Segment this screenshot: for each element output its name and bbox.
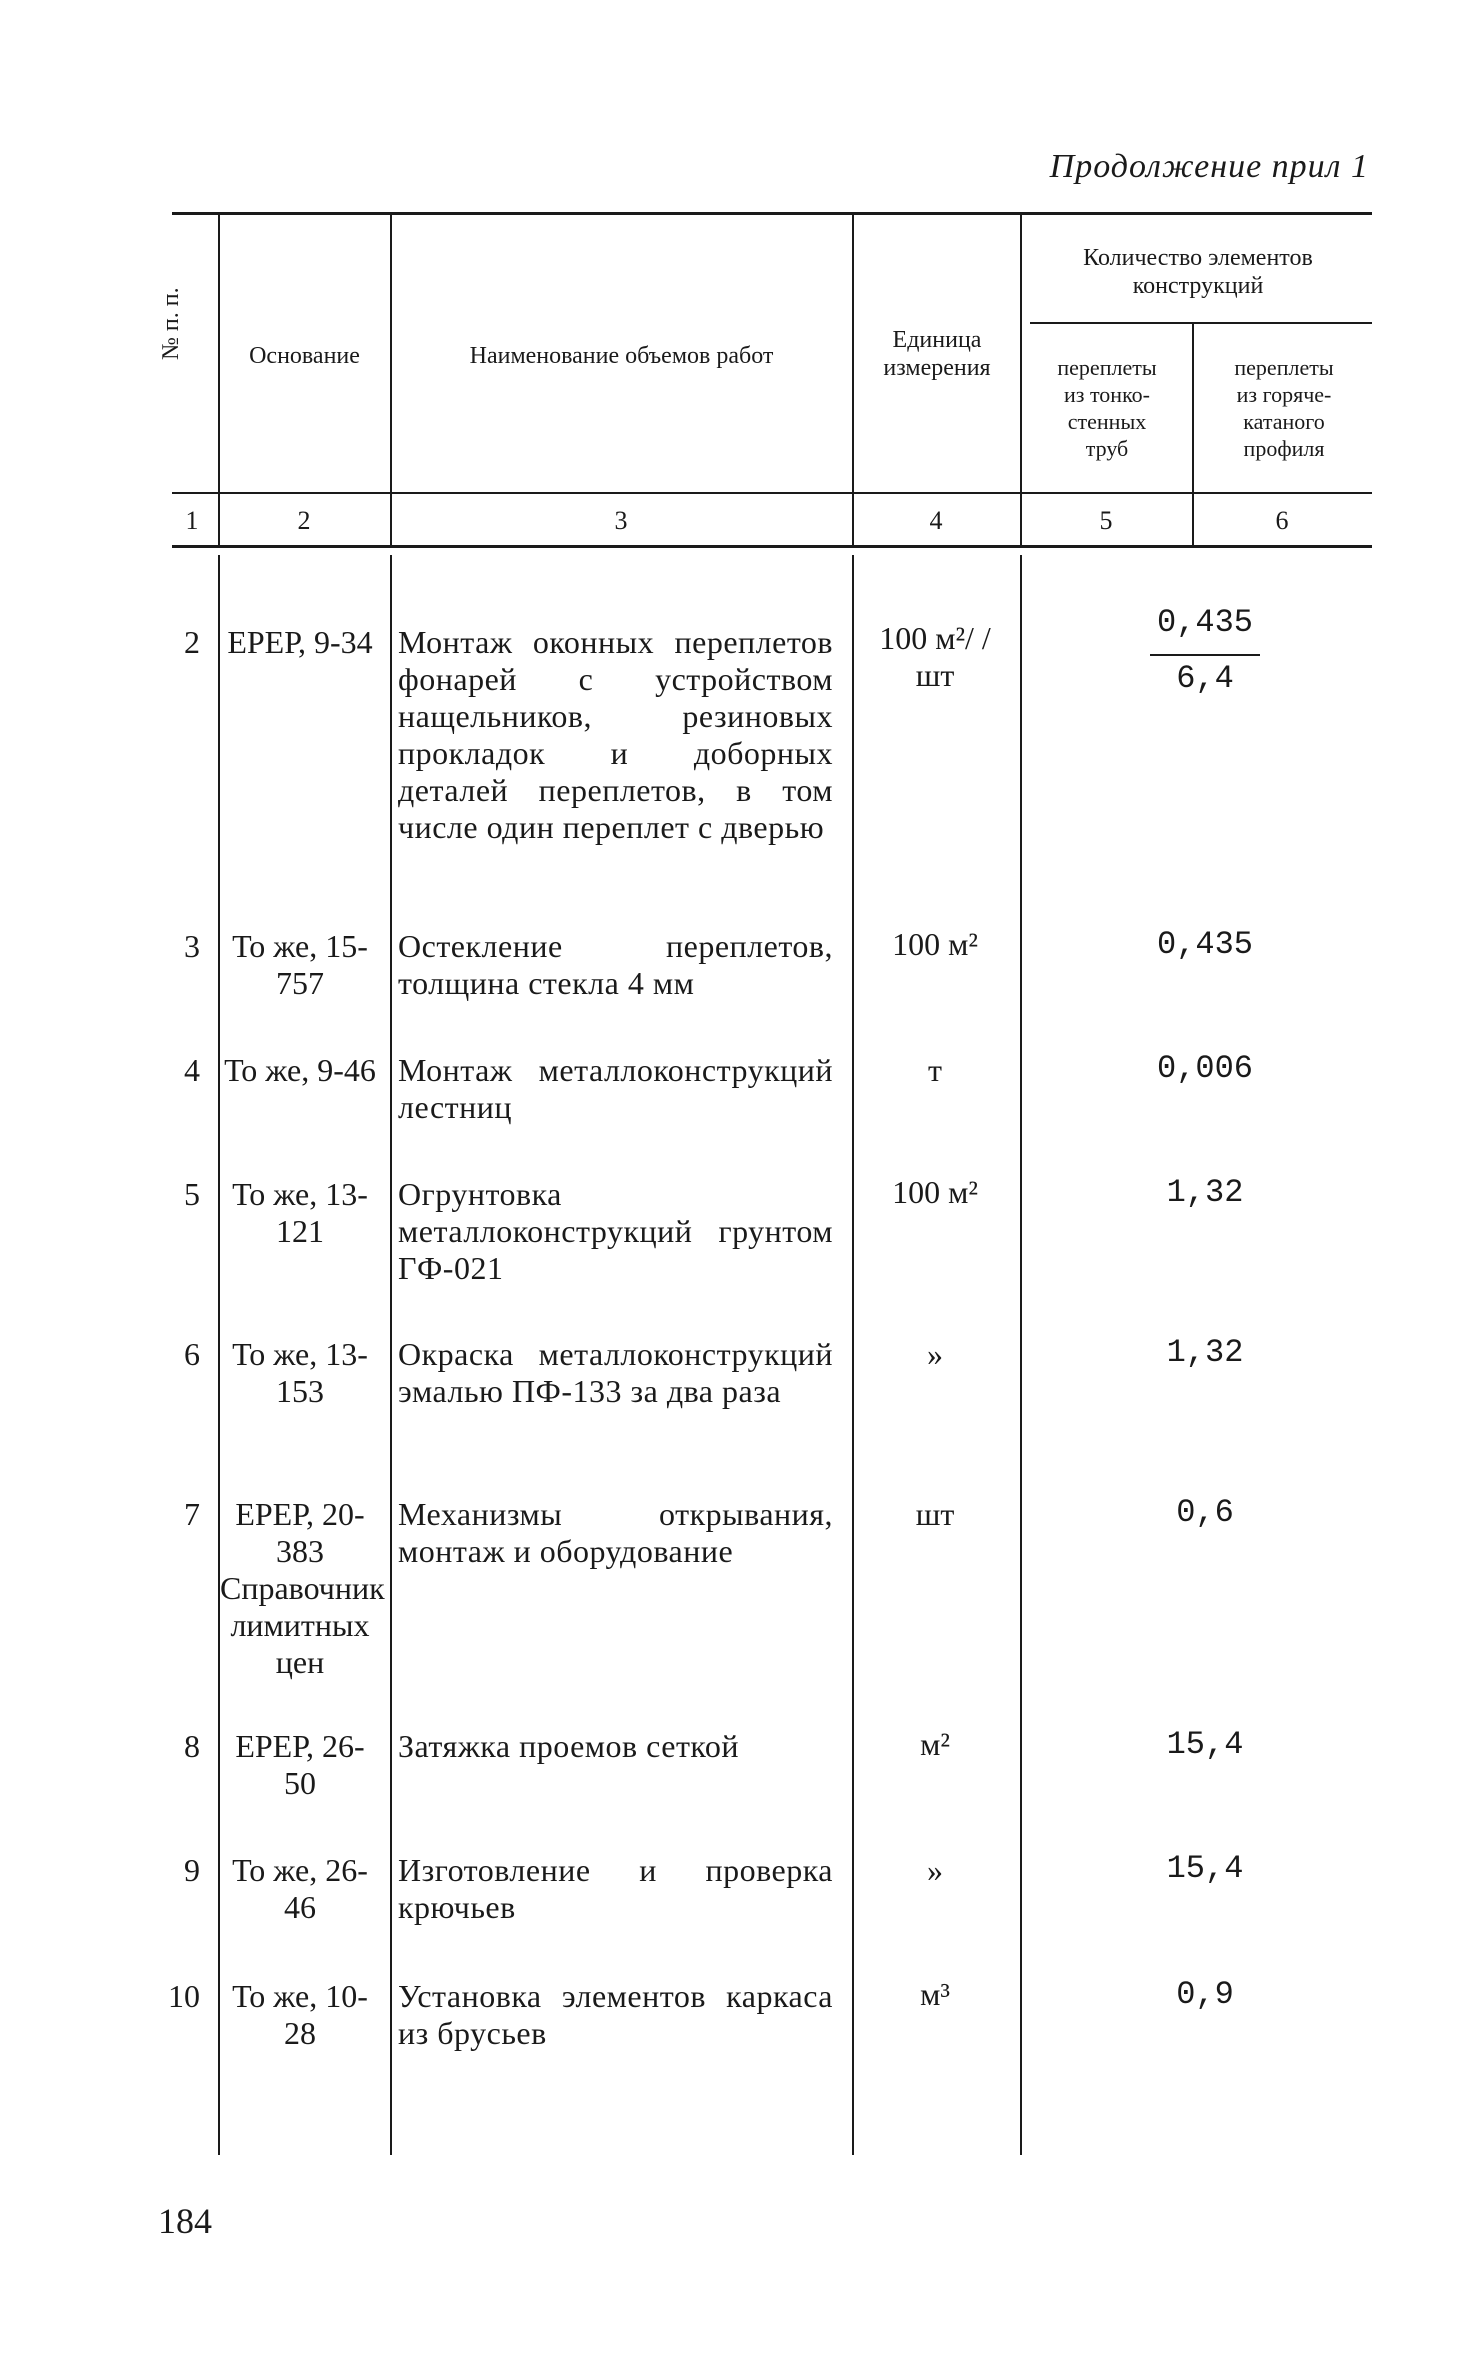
column-index: 5 [1099, 506, 1113, 535]
header-divider [218, 215, 220, 545]
row-unit: т [928, 1052, 942, 1088]
row-work-name: Установка элементов каркаса из брусьев [398, 1978, 833, 2051]
row-qty: 0,006 [1156, 1050, 1253, 1087]
row-number: 7 [184, 1496, 200, 1532]
row-number: 8 [184, 1728, 200, 1764]
header-divider [1020, 215, 1022, 545]
row-qty-numerator: 0,435 [1156, 604, 1253, 641]
row-work-name: Затяжка проемов сеткой [398, 1728, 739, 1764]
header-divider [390, 215, 392, 545]
row-basis: ЕРЕР, 9-34 [227, 624, 373, 660]
row-basis: То же, 9-46 [224, 1052, 376, 1088]
page-number: 184 [158, 2201, 212, 2241]
row-work-name: Монтаж оконных переплетов фонарей с устройством нащельников, резиновых прокладок и доборных деталей переплетов, в том числе один переплет с дверью [398, 624, 833, 845]
body-divider [1020, 555, 1022, 2155]
column-header-number: № п. п. [158, 287, 184, 360]
row-unit: 100 м² [892, 1174, 978, 1210]
row-number: 5 [184, 1176, 200, 1212]
row-basis: То же, 10-28 [232, 1978, 368, 2051]
row-unit: шт [915, 1496, 955, 1532]
row-work-name: Огрунтовка металлоконструкций грунтом ГФ-021 [398, 1176, 833, 1286]
row-number: 3 [184, 928, 200, 964]
row-number: 4 [184, 1052, 200, 1088]
column-index: 3 [614, 506, 628, 535]
column-header-name: Наименование объемов работ [469, 343, 774, 369]
qty-b-line: из горяче- [1236, 382, 1332, 407]
row-number: 6 [184, 1336, 200, 1372]
row-qty: 15,4 [1166, 1850, 1244, 1887]
row-basis: То же, 26-46 [232, 1852, 368, 1925]
row-unit: м³ [920, 1976, 950, 2012]
row-qty-denominator: 6,4 [1176, 660, 1234, 697]
fraction-bar [1150, 654, 1260, 656]
qty-b-line: переплеты [1234, 355, 1334, 380]
qty-group-rule [1030, 322, 1372, 324]
row-unit: 100 м²/ /шт [879, 620, 991, 693]
row-work-name: Монтаж металлоконструкций лестниц [398, 1052, 833, 1125]
row-work-name: Окраска металлоконструкций эмалью ПФ-133 за два раза [398, 1336, 833, 1409]
row-work-name: Механизмы открывания, монтаж и оборудование [398, 1496, 833, 1569]
row-qty: 0,435 [1156, 926, 1253, 963]
row-basis: То же, 13-121 [232, 1176, 368, 1249]
column-header-basis: Основание [249, 343, 360, 369]
row-work-name: Изготовление и проверка крючьев [398, 1852, 833, 1925]
column-index: 6 [1275, 506, 1289, 535]
index-row-rule [172, 545, 1372, 548]
row-qty: 1,32 [1166, 1174, 1244, 1211]
body-divider [852, 555, 854, 2155]
column-header-unit [856, 326, 1018, 382]
row-number: 10 [168, 1978, 200, 2014]
unit-line-2: измерения [883, 355, 991, 381]
row-qty: 0,6 [1176, 1494, 1234, 1531]
qty-a-line: из тонко- [1064, 382, 1150, 407]
row-unit: м² [920, 1726, 950, 1762]
row-qty: 1,32 [1166, 1334, 1244, 1371]
row-basis: То же, 15-757 [232, 928, 368, 1001]
row-number: 9 [184, 1852, 200, 1888]
column-index: 1 [185, 506, 199, 535]
continuation-title: Продолжение прил 1 [1049, 148, 1369, 185]
unit-line-1: Единица [892, 327, 982, 353]
row-qty: 0,9 [1176, 1976, 1234, 2013]
row-qty: 15,4 [1166, 1726, 1244, 1763]
row-basis: ЕРЕР, 26-50 [235, 1728, 365, 1801]
qty-b-line: профиля [1243, 436, 1325, 461]
row-unit: 100 м² [892, 926, 978, 962]
row-basis: То же, 13-153 [232, 1336, 368, 1409]
qty-group-line-2: конструкций [1132, 273, 1264, 299]
qty-b-line: катаного [1243, 409, 1325, 434]
qty-a-line: труб [1085, 436, 1129, 461]
qty-group-line-1: Количество элементов [1083, 245, 1313, 271]
column-header-qty-a [1024, 354, 1190, 462]
column-header-qty-group [1024, 244, 1372, 300]
column-index: 4 [929, 506, 943, 535]
row-work-name: Остекление переплетов, толщина стекла 4 мм [398, 928, 833, 1001]
header-divider [852, 215, 854, 545]
row-number: 2 [184, 624, 200, 660]
header-top-rule [172, 212, 1372, 215]
body-divider [390, 555, 392, 2155]
column-index: 2 [297, 506, 311, 535]
qty-a-line: стенных [1067, 409, 1147, 434]
qty-a-line: переплеты [1057, 355, 1157, 380]
row-unit: » [927, 1336, 943, 1372]
row-unit: » [927, 1852, 943, 1888]
column-header-qty-b [1196, 354, 1372, 462]
header-divider [1192, 324, 1194, 545]
row-basis: ЕРЕР, 20-383 Справочник лимитных цен [220, 1496, 385, 1680]
